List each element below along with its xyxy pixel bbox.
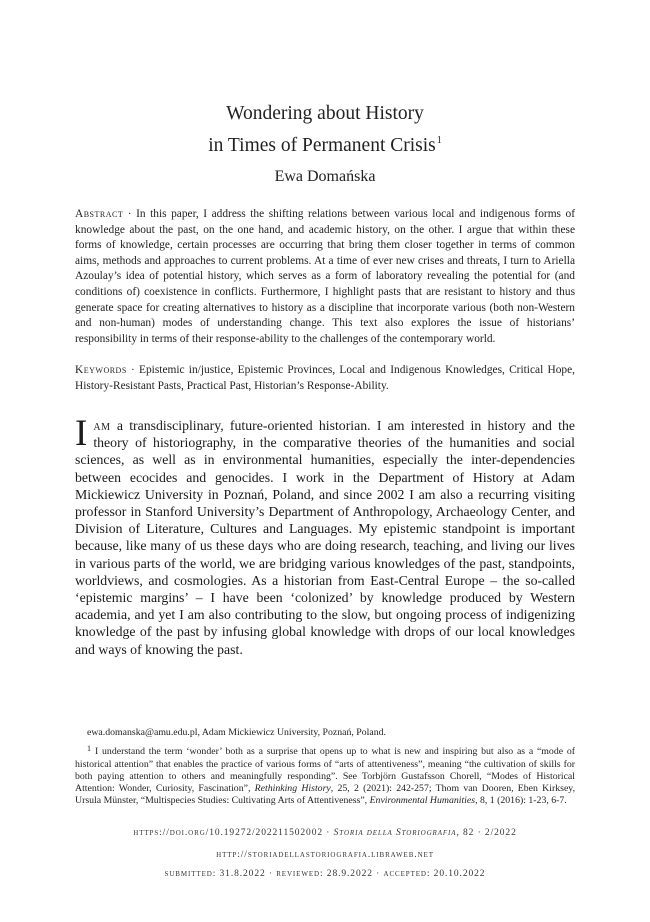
title-line-2: [0, 127, 650, 159]
abstract-label: Abstract: [75, 208, 124, 220]
footnote-1-journal-2: Environmental Humanities: [369, 795, 476, 807]
doi-line: [0, 828, 650, 838]
drop-cap: I: [75, 413, 88, 454]
lead-in-small-caps: am: [93, 418, 111, 433]
abstract-separator: ·: [123, 208, 137, 220]
keywords-separator: ·: [126, 364, 140, 376]
body-paragraph: [75, 413, 575, 658]
article-title: [0, 100, 650, 159]
footnote-1-text-c: , 8, 1 (2016): 1-23, 6-7.: [475, 795, 567, 807]
keywords-text: Epistemic in/justice, Epistemic Provinces, Local and Indigenous Knowledges, Critical Hope, History-Resistant Pasts, Practical Past, Historian’s Response-Ability.: [75, 364, 575, 392]
footnote-1-marker: 1: [87, 744, 91, 754]
journal-issue: , 82 · 2/2022: [456, 828, 517, 838]
footnote-1: [75, 743, 575, 807]
body-text: a transdisciplinary, future-oriented historian. I am interested in history and the theory of historiography, in the comparative theories of the humanities and social sciences, as well as in environmental humanities, especially the inter-dependencies between ecocides and genocides. I work in the Department of History at Adam Mickiewicz University in Poznań, Poland, and since 2002 I am also a recurring visiting professor in Stanford University’s Department of Anthropology, Archaeology Center, and Division of Literature, Cultures and Languages. My epistemic standpoint is important because, like many of us these days who are doing research, teaching, and living our lives in various parts of the world, we are bridging various knowledges of the past, standpoints, worldviews, and cosmologies. As a historian from East-Central Europe – the so-called ‘epistemic margins’ – I have been ‘colonized’ by knowledge produced by Western academia, and yet I am also contributing to the slow, but ongoing process of indigenizing knowledge of the past by infusing global knowledge with drops of our local knowledges and ways of knowing the past.: [75, 418, 575, 657]
author-email-affiliation[interactable]: ewa.domanska@amu.edu.pl, Adam Mickiewicz University, Poznań, Poland.: [87, 727, 386, 738]
title-footnote-marker[interactable]: 1: [436, 135, 442, 146]
author-name: Ewa Domańska: [274, 168, 376, 185]
footnote-1-text-a: I understand the term ‘wonder’ both as a surprise that opens up to what is new and inspiring but also as a “mode of historical attention” that enables the practice of various forms of “arts of attentiveness”, meaning “the cultivation of skills for both paying attention to others and meaningfully responding”. See Torbjörn Gustafsson Chorell, “Modes of Historical Attention: Wonder, Curiosity, Fascination”,: [75, 746, 575, 795]
doi-link[interactable]: https://doi.org/10.19272/202211502002: [133, 828, 324, 838]
doi-separator: ·: [323, 828, 334, 838]
submission-dates: submitted: 31.8.2022 · reviewed: 28.9.2022 · accepted: 20.10.2022: [164, 869, 486, 879]
footnotes: [75, 727, 575, 808]
author-affiliation-note: [75, 727, 575, 739]
footnote-1-text-b: , 25, 2 (2021): 242-257; Thom van Dooren, Eben Kirksey, Ursula Münster, “Multispecies Studies: Cultivating Arts of Attentiveness”,: [75, 783, 576, 807]
footnote-1-journal-1: Rethinking History: [254, 783, 331, 795]
keywords-label: Keywords: [75, 364, 127, 376]
title-line-2-text: in Times of Permanent Crisis: [208, 135, 436, 156]
abstract: [75, 207, 575, 347]
journal-name: Storia della Storiografia: [333, 828, 457, 838]
keywords: [75, 363, 575, 394]
title-line-1: Wondering about History: [226, 103, 424, 124]
abstract-text: In this paper, I address the shifting relations between various local and indigenous forms of knowledge about the past, on the one hand, and academic history, on the other. I argue that within these forms of knowledge, certain processes are occurring that bring them closer together in terms of common aims, methods and approaches to current problems. At a time of ever new crises and threats, I turn to Ariella Azoulay’s idea of potential history, which serves as a form of laboratory revealing the potential for (and conditions of) coexistence in conflicts. Furthermore, I highlight pasts that are resistant to history and thus generate space for creating alternatives to history as a discipline that incorporate various (both non-Western and non-human) modes of understanding change. This text also explores the issue of historians’ responsibility in terms of their response-ability to the challenges of the contemporary world.: [75, 208, 575, 345]
website-link[interactable]: http://storiadellastoriografia.libraweb.net: [216, 850, 434, 860]
